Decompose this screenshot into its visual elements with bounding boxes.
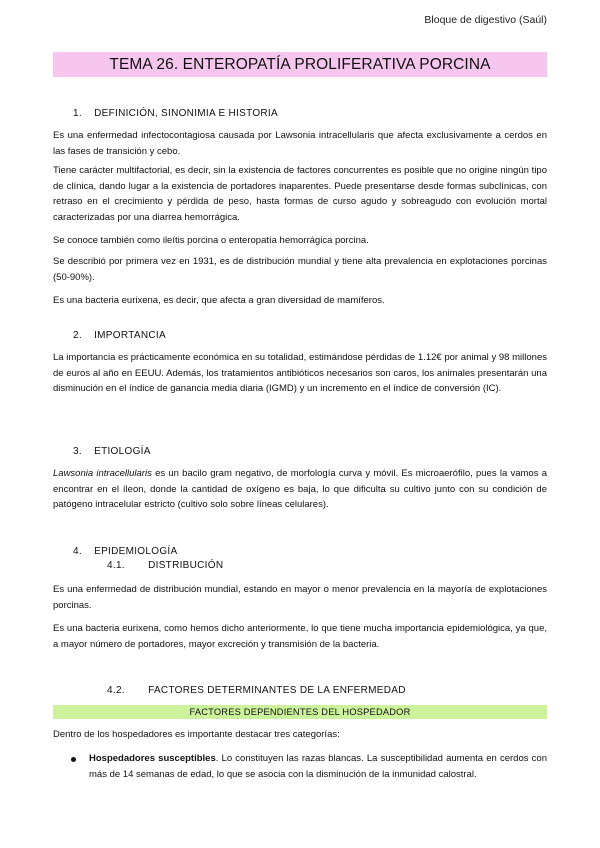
section-1-paragraph-1: Es una enfermedad infectocontagiosa causada por Lawsonia intracellularis que afecta exclusivamente a cerdos en las fases de transición y cebo. (53, 130, 547, 157)
subsection-4-1-number: 4.1. (107, 560, 125, 571)
section-2-paragraph-1: La importancia es prácticamente económica en su totalidad, estimándose pérdidas de 1.12€ por animal y 98 millones de euros al año en EEUU. Además, los tratamientos antibióticos necesarios son caros, los animales presentarán una disminución en el índice de ganancia media diaria (IGMD) y un incremento en el índice de conversión (IC). (53, 352, 547, 394)
subsection-4-2-title: FACTORES DETERMINANTES DE LA ENFERMEDAD (148, 685, 406, 696)
section-1-heading (73, 108, 278, 119)
organism-name: Lawsonia intracellularis (53, 468, 152, 479)
subsection-4-2-heading (107, 685, 406, 696)
section-3-number: 3. (73, 446, 82, 457)
section-1-number: 1. (73, 108, 82, 119)
document-header-note: Bloque de digestivo (Saúl) (424, 14, 547, 26)
host-factors-banner (53, 705, 547, 719)
subsection-4-2-number: 4.2. (107, 685, 125, 696)
section-2-number: 2. (73, 330, 82, 341)
section-1-paragraph-3: Se conoce también como ileítis porcina o enteropatía hemorrágica porcina. (53, 235, 369, 246)
section-1-paragraph-2: Tiene carácter multifactorial, es decir, sin la existencia de factores concurrentes es posible que no origine ningún tipo de clínica, dando lugar a la existencia de portadores inaparentes. Puede presentarse desde formas subclínicas, con retraso en el crecimiento y pérdida de peso, hasta formas de curso agudo y sobreagudo con evolución mortal caracterizadas por una diarrea hemorrágica. (53, 165, 547, 223)
bullet-text (89, 751, 547, 783)
section-1-paragraph-5: Es una bacteria eurixena, es decir, que afecta a gran diversidad de mamíferos. (53, 295, 385, 306)
page-title-text: TEMA 26. ENTEROPATÍA PROLIFERATIVA PORCINA (109, 55, 491, 73)
bullet-icon (71, 757, 76, 762)
section-4-title: EPIDEMIOLOGÍA (94, 546, 178, 557)
section-2-heading (73, 330, 166, 341)
subsection-4-1-paragraph-1: Es una enfermedad de distribución mundial, estando en mayor o menor prevalencia en la mayoría de explotaciones porcinas. (53, 584, 547, 611)
section-4-number: 4. (73, 546, 82, 557)
bullet-body: . Lo constituyen las razas blancas. La susceptibilidad aumenta en cerdos con más de 14 semanas de edad, lo que se asocia con la disminución de la inmunidad calostral. (89, 753, 547, 780)
subsection-4-1-title: DISTRIBUCIÓN (148, 560, 224, 571)
subsection-4-1-paragraph-2: Es una bacteria eurixena, como hemos dicho anteriormente, lo que tiene mucha importancia epidemiológica, ya que, a mayor número de portadores, mayor excreción y transmisión de la bacteria. (53, 623, 547, 650)
bullet-list-item (73, 751, 547, 783)
section-2-title: IMPORTANCIA (94, 330, 166, 341)
section-1-title: DEFINICIÓN, SINONIMIA E HISTORIA (94, 108, 278, 119)
subsection-4-2-intro: Dentro de los hospedadores es importante destacar tres categorías: (53, 729, 340, 740)
section-3-heading (73, 446, 151, 457)
section-3-paragraph-1 (53, 466, 547, 513)
section-3-title: ETIOLOGÍA (94, 446, 151, 457)
page-title (53, 52, 547, 77)
subsection-4-1-heading (107, 560, 223, 571)
section-3-paragraph-1-text: es un bacilo gram negativo, de morfología curva y móvil. Es microaerófilo, pues la vamos a encontrar en el íleon, donde la cantidad de oxígeno es baja, lo que dificulta su cultivo junto con su condición de patógeno intracelular estricto (cultivo solo sobre líneas celulares). (53, 468, 547, 510)
section-1-paragraph-4: Se describió por primera vez en 1931, es de distribución mundial y tiene alta prevalencia en explotaciones porcinas (50-90%). (53, 256, 547, 283)
host-factors-banner-label: FACTORES DEPENDIENTES DEL HOSPEDADOR (189, 707, 411, 717)
section-4-heading (73, 546, 177, 557)
bullet-bold-lead: Hospedadores susceptibles (89, 753, 216, 764)
